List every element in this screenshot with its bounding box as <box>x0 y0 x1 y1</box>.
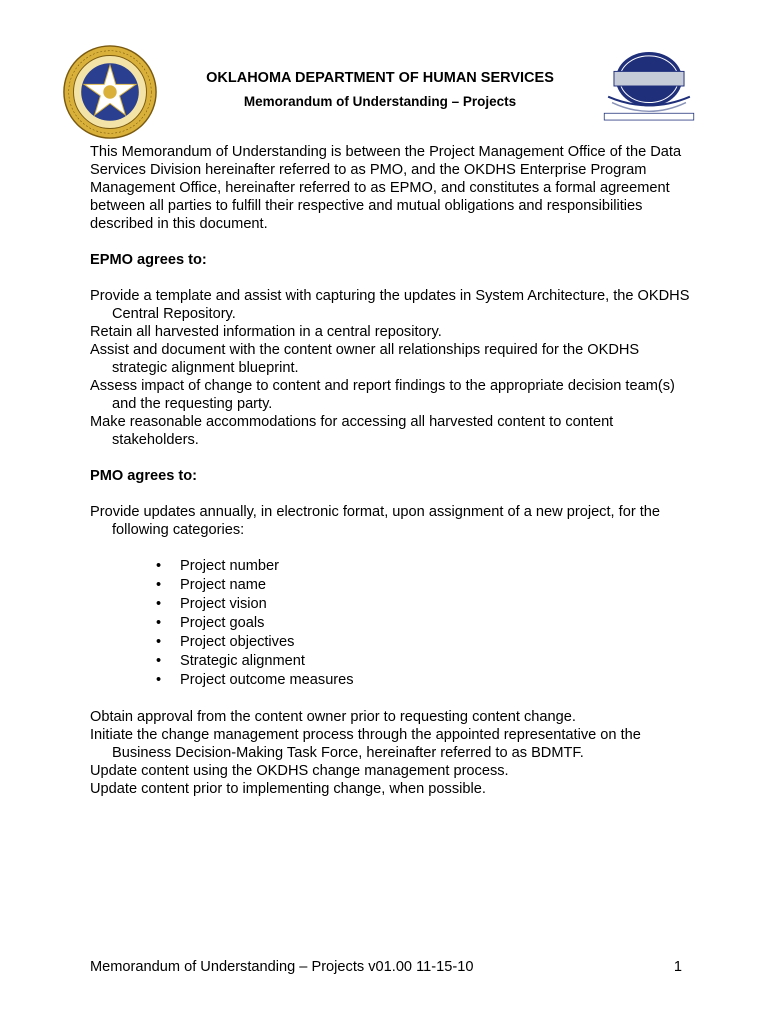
epmo-item: Assist and document with the content owner all relationships required for the OKDHS strategic alignment blueprint. <box>90 342 640 376</box>
pmo-item: Initiate the change management process through the appointed representative on the Business Decision-Making Task Force, hereinafter referred to as BDMTF. <box>90 727 641 761</box>
list-item: • Project name <box>90 576 690 595</box>
document-body <box>90 143 690 798</box>
document-header <box>160 68 600 112</box>
epmo-item: Assess impact of change to content and report findings to the appropriate decision team(s) and the requesting party. <box>90 378 675 412</box>
okdhs-logo <box>600 50 698 122</box>
department-title: OKLAHOMA DEPARTMENT OF HUMAN SERVICES <box>206 70 554 86</box>
intro-paragraph: This Memorandum of Understanding is between the Project Management Office of the Data Services Division hereinafter referred to as PMO, and the OKDHS Enterprise Program Management Office, hereinafter referred to as EPMO, and constitutes a formal agreement between all parties to fulfill their respective and mutual obligations and responsibilities described in this document. <box>90 144 682 232</box>
list-item: • Project objectives <box>90 633 690 652</box>
footer-text: Memorandum of Understanding – Projects v01.00 11-15-10 <box>90 959 474 975</box>
pmo-item: Update content prior to implementing change, when possible. <box>90 781 486 797</box>
state-seal-logo <box>62 44 158 140</box>
list-item: • Project number <box>90 557 690 576</box>
epmo-item: Retain all harvested information in a central repository. <box>90 324 442 340</box>
document-subtitle: Memorandum of Understanding – Projects <box>243 94 517 109</box>
pmo-lead: Provide updates annually, in electronic format, upon assignment of a new project, for the following categories: <box>90 504 661 538</box>
list-item: • Project outcome measures <box>90 671 690 690</box>
pmo-categories-list <box>90 557 690 690</box>
list-item: • Project vision <box>90 595 690 614</box>
pmo-item: Obtain approval from the content owner prior to requesting content change. <box>90 709 576 725</box>
epmo-list <box>90 287 690 449</box>
list-item: • Strategic alignment <box>90 652 690 671</box>
epmo-heading: EPMO agrees to: <box>90 252 207 268</box>
epmo-item: Make reasonable accommodations for accessing all harvested content to content stakeholders. <box>90 414 614 448</box>
page-footer <box>90 958 682 976</box>
pmo-item: Update content using the OKDHS change management process. <box>90 763 509 779</box>
list-item: • Project goals <box>90 614 690 633</box>
epmo-item: Provide a template and assist with capturing the updates in System Architecture, the OKDHS Central Repository. <box>90 288 690 322</box>
pmo-list <box>90 708 690 798</box>
pmo-heading: PMO agrees to: <box>90 468 198 484</box>
page-number: 1 <box>673 959 682 975</box>
